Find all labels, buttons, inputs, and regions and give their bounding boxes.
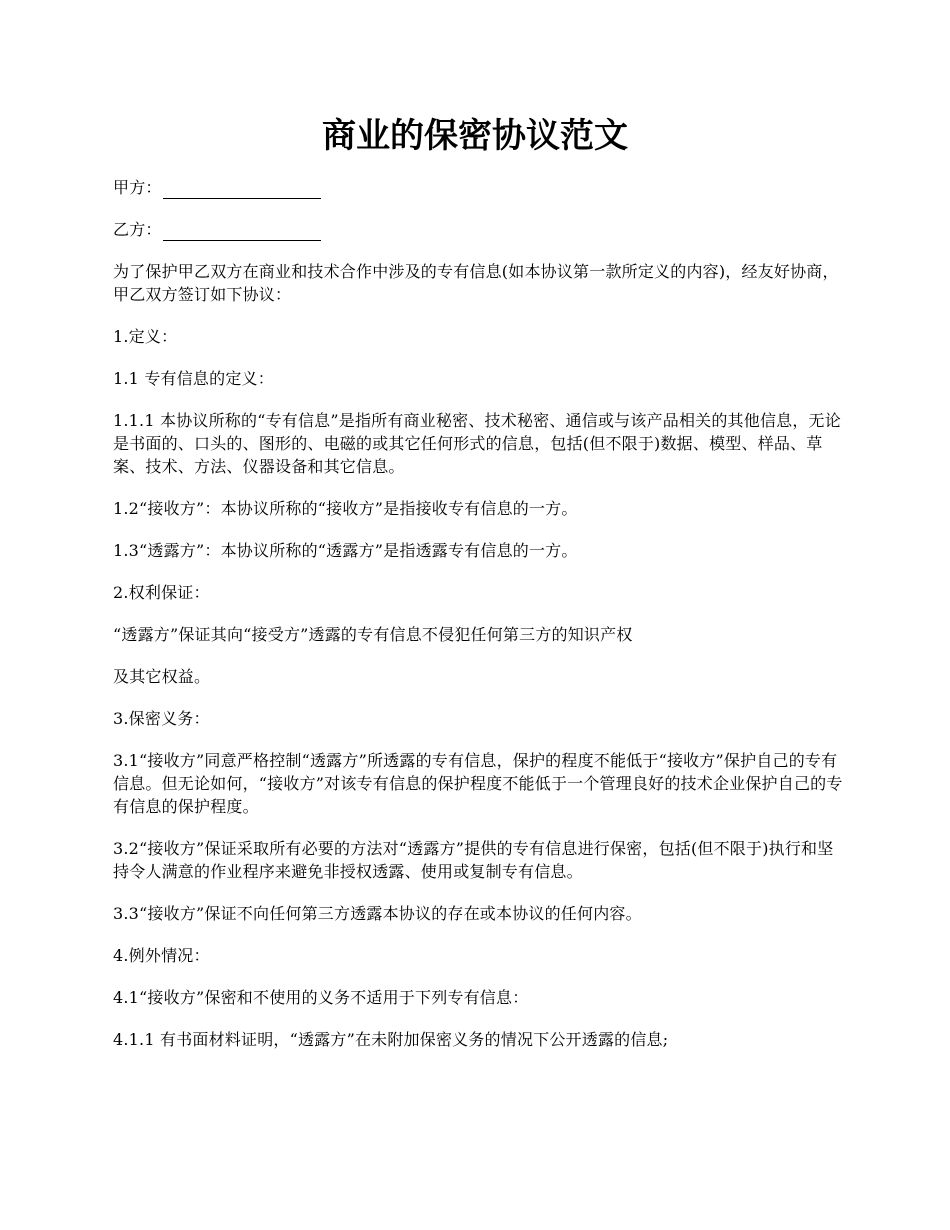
clause-3-1: 3.1“接收方”同意严格控制“透露方”所透露的专有信息，保护的程度不能低于“接收方”保护自己的专有信息。但无论如何，“接收方”对该专有信息的保护程度不能低于一个管理良好的技术企业保护自己的专有信息的保护程度。 <box>113 751 843 816</box>
section-1-heading: 1.定义： <box>113 327 178 346</box>
party-a-blank-line <box>163 180 321 199</box>
clause-1-1-heading: 1.1 专有信息的定义： <box>113 369 274 388</box>
clause-3-3: 3.3“接收方”保证不向任何第三方透露本协议的存在或本协议的任何内容。 <box>113 904 642 923</box>
intro-paragraph: 为了保护甲乙双方在商业和技术合作中涉及的专有信息(如本协议第一款所定义的内容)，经友好协商，甲乙双方签订如下协议： <box>113 262 839 304</box>
section-3-heading: 3.保密义务： <box>113 709 210 728</box>
clause-1-2: 1.2“接收方”：本协议所称的“接收方”是指接收专有信息的一方。 <box>113 499 578 518</box>
document-title: 商业的保密协议范文 <box>322 116 628 156</box>
clause-4-1-1: 4.1.1 有书面材料证明，“透露方”在未附加保密义务的情况下公开透露的信息; <box>113 1030 669 1049</box>
party-a-label: 甲方： <box>113 178 162 197</box>
clause-4-1: 4.1“接收方”保密和不使用的义务不适用于下列专有信息： <box>113 988 529 1007</box>
party-b-label: 乙方： <box>113 220 162 239</box>
party-b-field <box>113 218 843 241</box>
warranty-paragraph-line-2: 及其它权益。 <box>113 667 211 686</box>
party-a-field <box>113 176 843 199</box>
document-body <box>113 176 843 1070</box>
section-2-heading: 2.权利保证： <box>113 583 210 602</box>
warranty-paragraph-line-1: “透露方”保证其向“接受方”透露的专有信息不侵犯任何第三方的知识产权 <box>113 625 633 644</box>
section-4-heading: 4.例外情况： <box>113 946 210 965</box>
clause-3-2: 3.2“接收方”保证采取所有必要的方法对“透露方”提供的专有信息进行保密，包括(但不限于)执行和坚持令人满意的作业程序来避免非授权透露、使用或复制专有信息。 <box>113 839 834 881</box>
clause-1-3: 1.3“透露方”：本协议所称的“透露方”是指透露专有信息的一方。 <box>113 541 578 560</box>
clause-1-1-1: 1.1.1 本协议所称的“专有信息”是指所有商业秘密、技术秘密、通信或与该产品相关的其他信息，无论是书面的、口头的、图形的、电磁的或其它任何形式的信息，包括(但不限于)数据、模型、样品、草案、技术、方法、仪器设备和其它信息。 <box>113 411 841 476</box>
party-b-blank-line <box>163 222 321 241</box>
